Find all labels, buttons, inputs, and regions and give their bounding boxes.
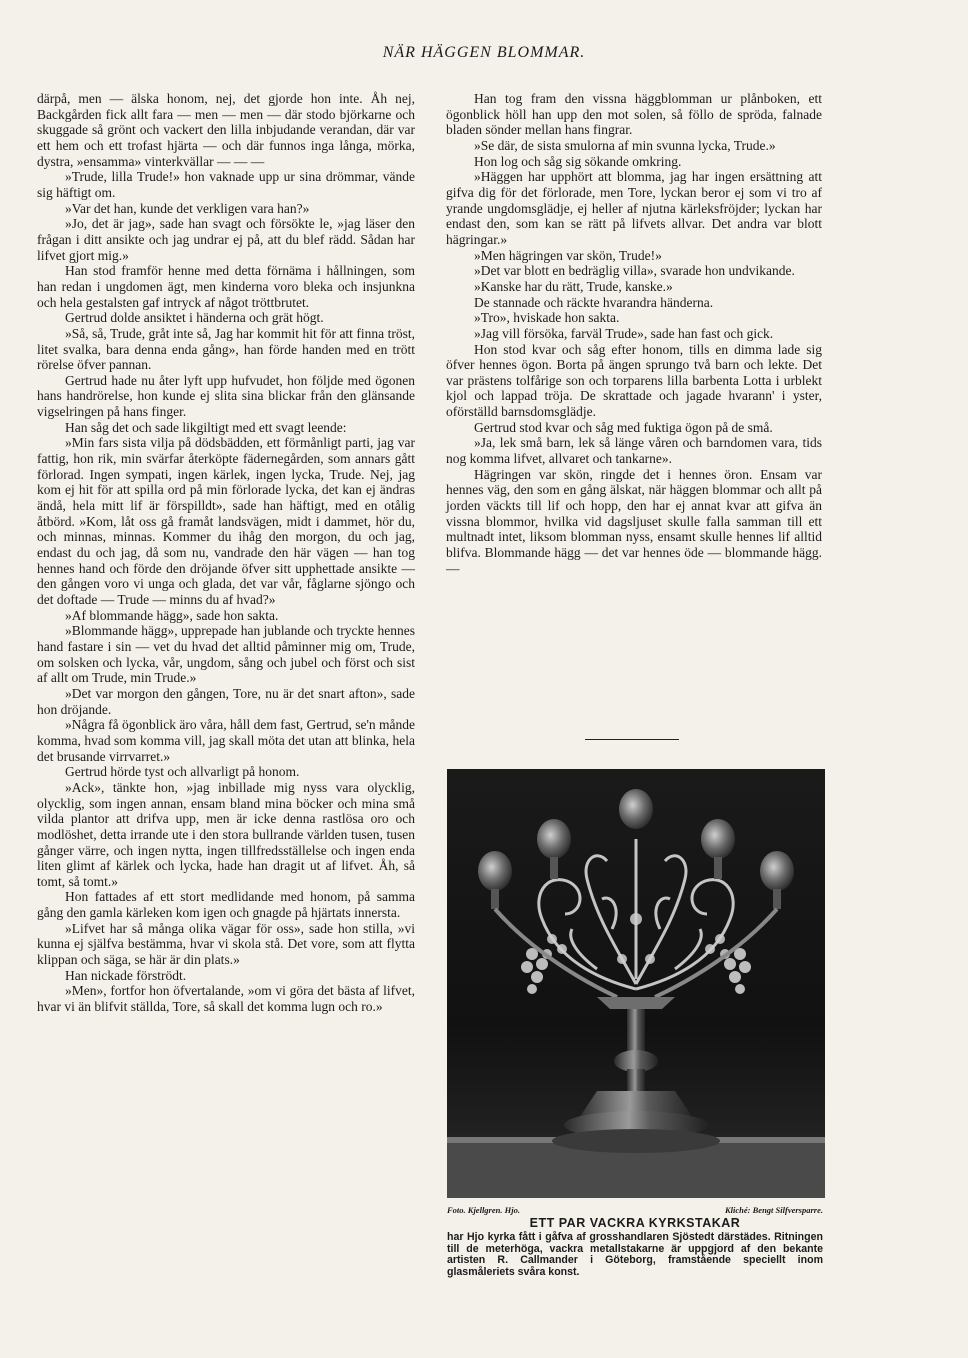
paragraph: Han stod framför henne med detta förnäma i hållningen, som han redan i ungdomen ägt, men kinderna voro bleka och insjunkna och hela gestalsten gaf intryck af något tröttbrutet.	[37, 263, 415, 310]
caption-title: ETT PAR VACKRA KYRKSTAKAR	[529, 1216, 741, 1230]
paragraph: Gertrud dolde ansiktet i händerna och grät högt.	[65, 310, 324, 326]
paragraph: Han tog fram den vissna häggblomman ur plånboken, ett ögonblick höll han upp den mot solen, så föllo de spröda, falnade bladen sönder mellan hans fingrar.	[446, 91, 822, 138]
paragraph: »Men hägringen var skön, Trude!»	[474, 247, 662, 263]
paragraph: »Men», fortfor hon öfvertalande, »om vi göra det bästa af lifvet, hvar vi än blifvit ställda, Tore, så skall det komma lugn och ro.»	[37, 983, 415, 1015]
caption-text: har Hjo kyrka fått i gåfva af grosshandlaren Sjöstedt därstädes. Ritningen till de meterhöga, vackra metallstakarne är uppgjord af den bekante artisten R. Callmander i Göteborg, framstående speciellt inom glasmåleriets svåra konst.	[447, 1231, 823, 1278]
paragraph: Gertrud hörde tyst och allvarligt på honom.	[65, 764, 300, 780]
paragraph: »Häggen har upphört att blomma, jag har ingen ersättning att gifva dig för det förlorade, men Tore, lyckan beror ej som vi tro af yrande ungdomsglädje, ej heller af njutna kärleksfröjder; lyckan har endast den, som kan se rätt på lifvets allvar. Det andra var blott hägringar.»	[446, 169, 822, 247]
paragraph: Gertrud hade nu åter lyft upp hufvudet, hon följde med ögonen hans handrörelse, hon kunde ej slita sina blickar från den glänsande vigselringen på hans finger.	[37, 372, 415, 420]
paragraph: »Jag vill försöka, farväl Trude», sade han fast och gick.	[474, 325, 774, 341]
paragraph: »Tro», hviskade hon sakta.	[474, 310, 620, 326]
paragraph: Hon fattades af ett stort medlidande med honom, på samma gång den gamla kärleken kom igen och gnagde på hjärtats innersta.	[37, 889, 415, 921]
paragraph: »Jo, det är jag», sade han svagt och försökte le, »jag läser den frågan i ditt ansikte och jag undrar ej på, att du blef rädd. Sådan har lifvet gjort mig.»	[37, 216, 415, 263]
paragraph: »Så, så, Trude, gråt inte så, Jag har kommit hit för att finna tröst, litet svalka, bara denna enda gång», han förde handen med en trött rörelse öfver pannan.	[37, 325, 415, 373]
paragraph: »Ack», tänkte hon, »jag inbillade mig nyss vara olycklig, olycklig, som ingen annan, ensam bland mina böcker och mina små vilda plantor att drifva upp, men är icke denna rastlösa oro och modlöshet, detta irrande ute i den stora bullrande världen tusen, tusen gånger värre, och ingen nytta, ingen tillfredsställelse och ingen enda liten glimt af kärlek och lycka, hade han dragit ut af lifvet. Åh, så tomt, så tomt.»	[37, 779, 415, 889]
paragraph: »Det var morgon den gången, Tore, nu är det snart afton», sade hon dröjande.	[37, 685, 415, 717]
paragraph: »Kanske har du rätt, Trude, kanske.»	[474, 278, 673, 294]
paragraph: »Det var blott en bedräglig villa», svarade hon undvikande.	[474, 263, 795, 279]
paragraph: Han nickade förströdt.	[65, 967, 187, 983]
paragraph: »Se där, de sista smulorna af min svunna lycka, Trude.»	[474, 137, 776, 153]
paragraph: därpå, men — älska honom, nej, det gjorde hon inte. Åh nej, Backgården fick allt fara — men — men — där stodo björkarne och skuggade så grönt och vackert den lilla inbjudande verandan, där var ett hem och ett trofast hjärta — och där funnos inga långa, mörka, dystra, »ensamma» vinterkvällar — — —	[37, 91, 415, 169]
article-right-column	[446, 91, 822, 576]
paragraph: »Några få ögonblick äro våra, håll dem fast, Gertrud, se'n månde komma, hvad som komma vill, jag skall möta det utan att blinka, hela det brusande virrvarret.»	[37, 717, 415, 764]
paragraph: »Trude, lilla Trude!» hon vaknade upp ur sina drömmar, vände sig häftigt om.	[37, 169, 415, 200]
paragraph: Hägringen var skön, ringde det i hennes öron. Ensam var hennes väg, den som en gång älskat, när häggen blommar och allt på jorden väckts till lif och hopp, den har ej annat kvar att gifva än vissna blommor, hvilka vid dagsljuset skulle falla samman till ett multnadt intet, liksom blomman nyss, ensamt skulle hennes lif alltid blifva. Blommande hägg — det var hennes öde — blommande hägg. —	[446, 466, 822, 576]
candelabra-illustration	[447, 769, 825, 1198]
engraver-credit: Kliché: Bengt Silfversparre.	[725, 1205, 823, 1215]
paragraph: »Af blommande hägg», sade hon sakta.	[65, 607, 279, 623]
paragraph: Gertrud stod kvar och såg med fuktiga ögon på de små.	[474, 419, 773, 435]
paragraph: »Lifvet har så många olika vägar för oss», sade hon stilla, »vi kunna ej själfva bestämma, hvar vi skola stå. Det vore, som att flytta klippan och säga, se här är din plats.»	[37, 920, 415, 968]
paragraph: »Min fars sista vilja på dödsbädden, ett förmånligt parti, jag var fattig, hon rik, min svärfar återköpte fädernegården, som annars gått förlorad. Ingen sympati, ingen kärlek, ingen lycka, Trude. Nej, jag kom ej hit för att spilla ord på min förlorade lycka, det kan ej ändras ändå, hela mitt lif är förspilldt», sade han häftigt, med en otålig åtbörd. »Kom, låt oss gå framåt landsvägen, midt i dammet, hör du, och minnas, minnas. Kommer du ihåg den morgon, du och jag, endast du och jag, då som nu, vandrade den här vägen — han tog hennes hand och förde den dröjande öfver sitt upphettade ansikte — den gången voro vi unga och glada, det var vår, fåglarne sjöngo och det doftade — Trude — minns du af hvad?»	[37, 435, 415, 607]
paragraph: Hon log och såg sig sökande omkring.	[474, 153, 682, 169]
candelabra-photo	[447, 769, 825, 1198]
page-header: NÄR HÄGGEN BLOMMAR.	[382, 44, 586, 61]
paragraph: »Blommande hägg», upprepade han jublande och tryckte hennes hand fastare i sin — vet du hvad det alltid påminner mig om, Trude, om solsken och lycka, vår, ungdom, sång och jubel och först och sist af allt om Trude, min Trude.»	[37, 623, 415, 686]
paragraph: »Var det han, kunde det verkligen vara han?»	[65, 200, 310, 216]
paragraph: Han såg det och sade likgiltigt med ett svagt leende:	[65, 419, 347, 435]
paragraph: »Ja, lek små barn, lek så länge våren och barndomen vara, tids nog komma lifvet, allvaret och tankarne».	[446, 435, 822, 467]
paragraph: Hon stod kvar och såg efter honom, tills en dimma lade sig öfver hennes ögon. Borta på ängen sprungo två barn och lekte. Det var prästens tolfårige son och torparens lilla barbenta Lotta i urblekt kjol och lappad tröja. De skrattade och jagade hvarann' i yster, oförställd barnsdomsglädje.	[446, 341, 822, 420]
photographer-credit: Foto. Kjellgren. Hjo.	[447, 1205, 520, 1215]
article-left-column	[37, 91, 415, 1015]
section-divider	[585, 739, 679, 740]
paragraph: De stannade och räckte hvarandra händerna.	[474, 294, 714, 310]
